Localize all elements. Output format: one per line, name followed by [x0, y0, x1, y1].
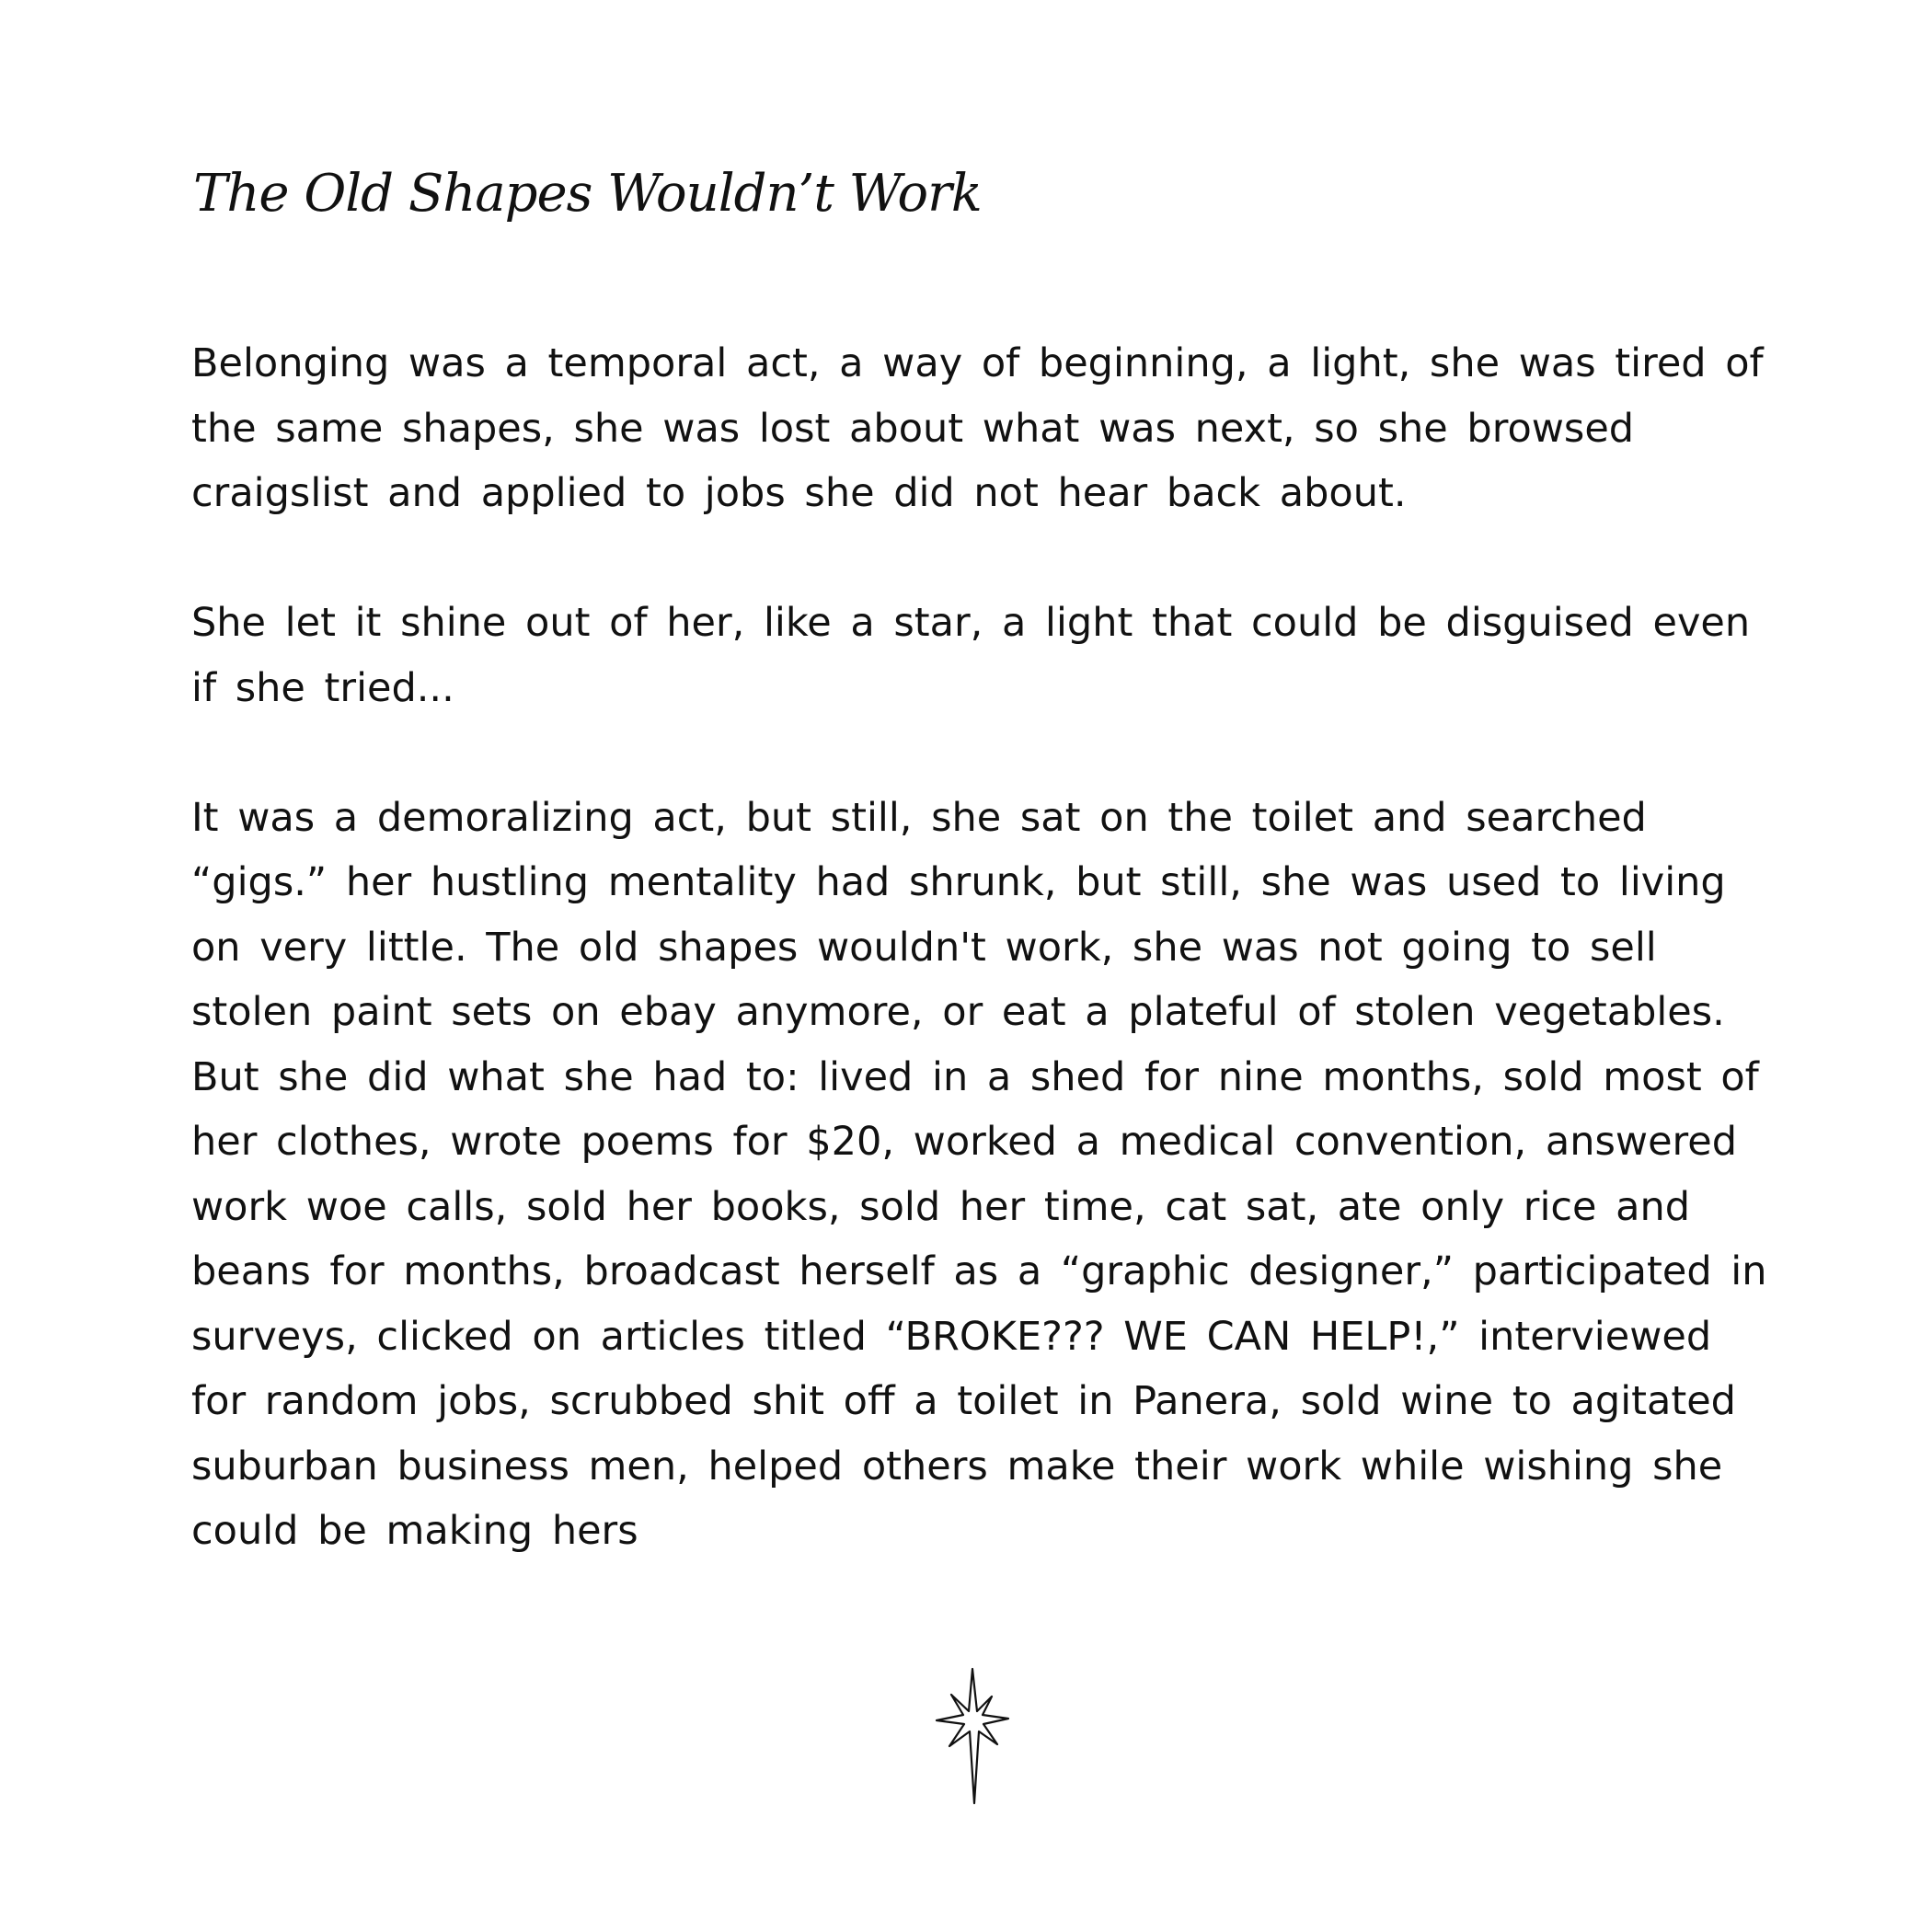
- text-line: beans for months, broadcast herself as a “graphic designer,” participated in: [191, 1248, 1767, 1294]
- paragraph-1: [191, 331, 1774, 526]
- text-line: could be making hers: [191, 1508, 638, 1554]
- text-line: She let it shine out of her, like a star, a light that could be disguised even: [191, 600, 1751, 646]
- north-star-icon: [931, 1667, 1014, 1805]
- paragraph-3: [191, 786, 1774, 1564]
- text-line: It was a demoralizing act, but still, she sat on the toilet and searched: [191, 794, 1647, 841]
- text-line: surveys, clicked on articles titled “BROKE??? WE CAN HELP!,” interviewed: [191, 1313, 1712, 1360]
- text-line: Belonging was a temporal act, a way of beginning, a light, she was tired of: [191, 340, 1764, 386]
- text-line: “gigs.” her hustling mentality had shrunk, but still, she was used to living: [191, 859, 1726, 905]
- paragraph-2: [191, 591, 1774, 720]
- text-line: her clothes, wrote poems for $20, worked a medical convention, answered: [191, 1119, 1738, 1165]
- text-line: stolen paint sets on ebay anymore, or eat a plateful of stolen vegetables.: [191, 989, 1725, 1035]
- text-line: work woe calls, sold her books, sold her time, cat sat, ate only rice and: [191, 1183, 1691, 1230]
- text-line: suburban business men, helped others make their work while wishing she: [191, 1443, 1723, 1489]
- text-line: craigslist and applied to jobs she did not hear back about.: [191, 470, 1407, 516]
- text-line: if she tried...: [191, 664, 454, 711]
- text-line: for random jobs, scrubbed shit off a toilet in Panera, sold wine to agitated: [191, 1378, 1736, 1424]
- text-line: the same shapes, she was lost about what was next, so she browsed: [191, 405, 1635, 452]
- text-line: on very little. The old shapes wouldn't work, she was not going to sell: [191, 924, 1657, 971]
- text-line: But she did what she had to: lived in a shed for nine months, sold most of: [191, 1053, 1759, 1100]
- body-text: [191, 331, 1774, 1628]
- page-title: The Old Shapes Wouldn’t Work: [193, 164, 982, 224]
